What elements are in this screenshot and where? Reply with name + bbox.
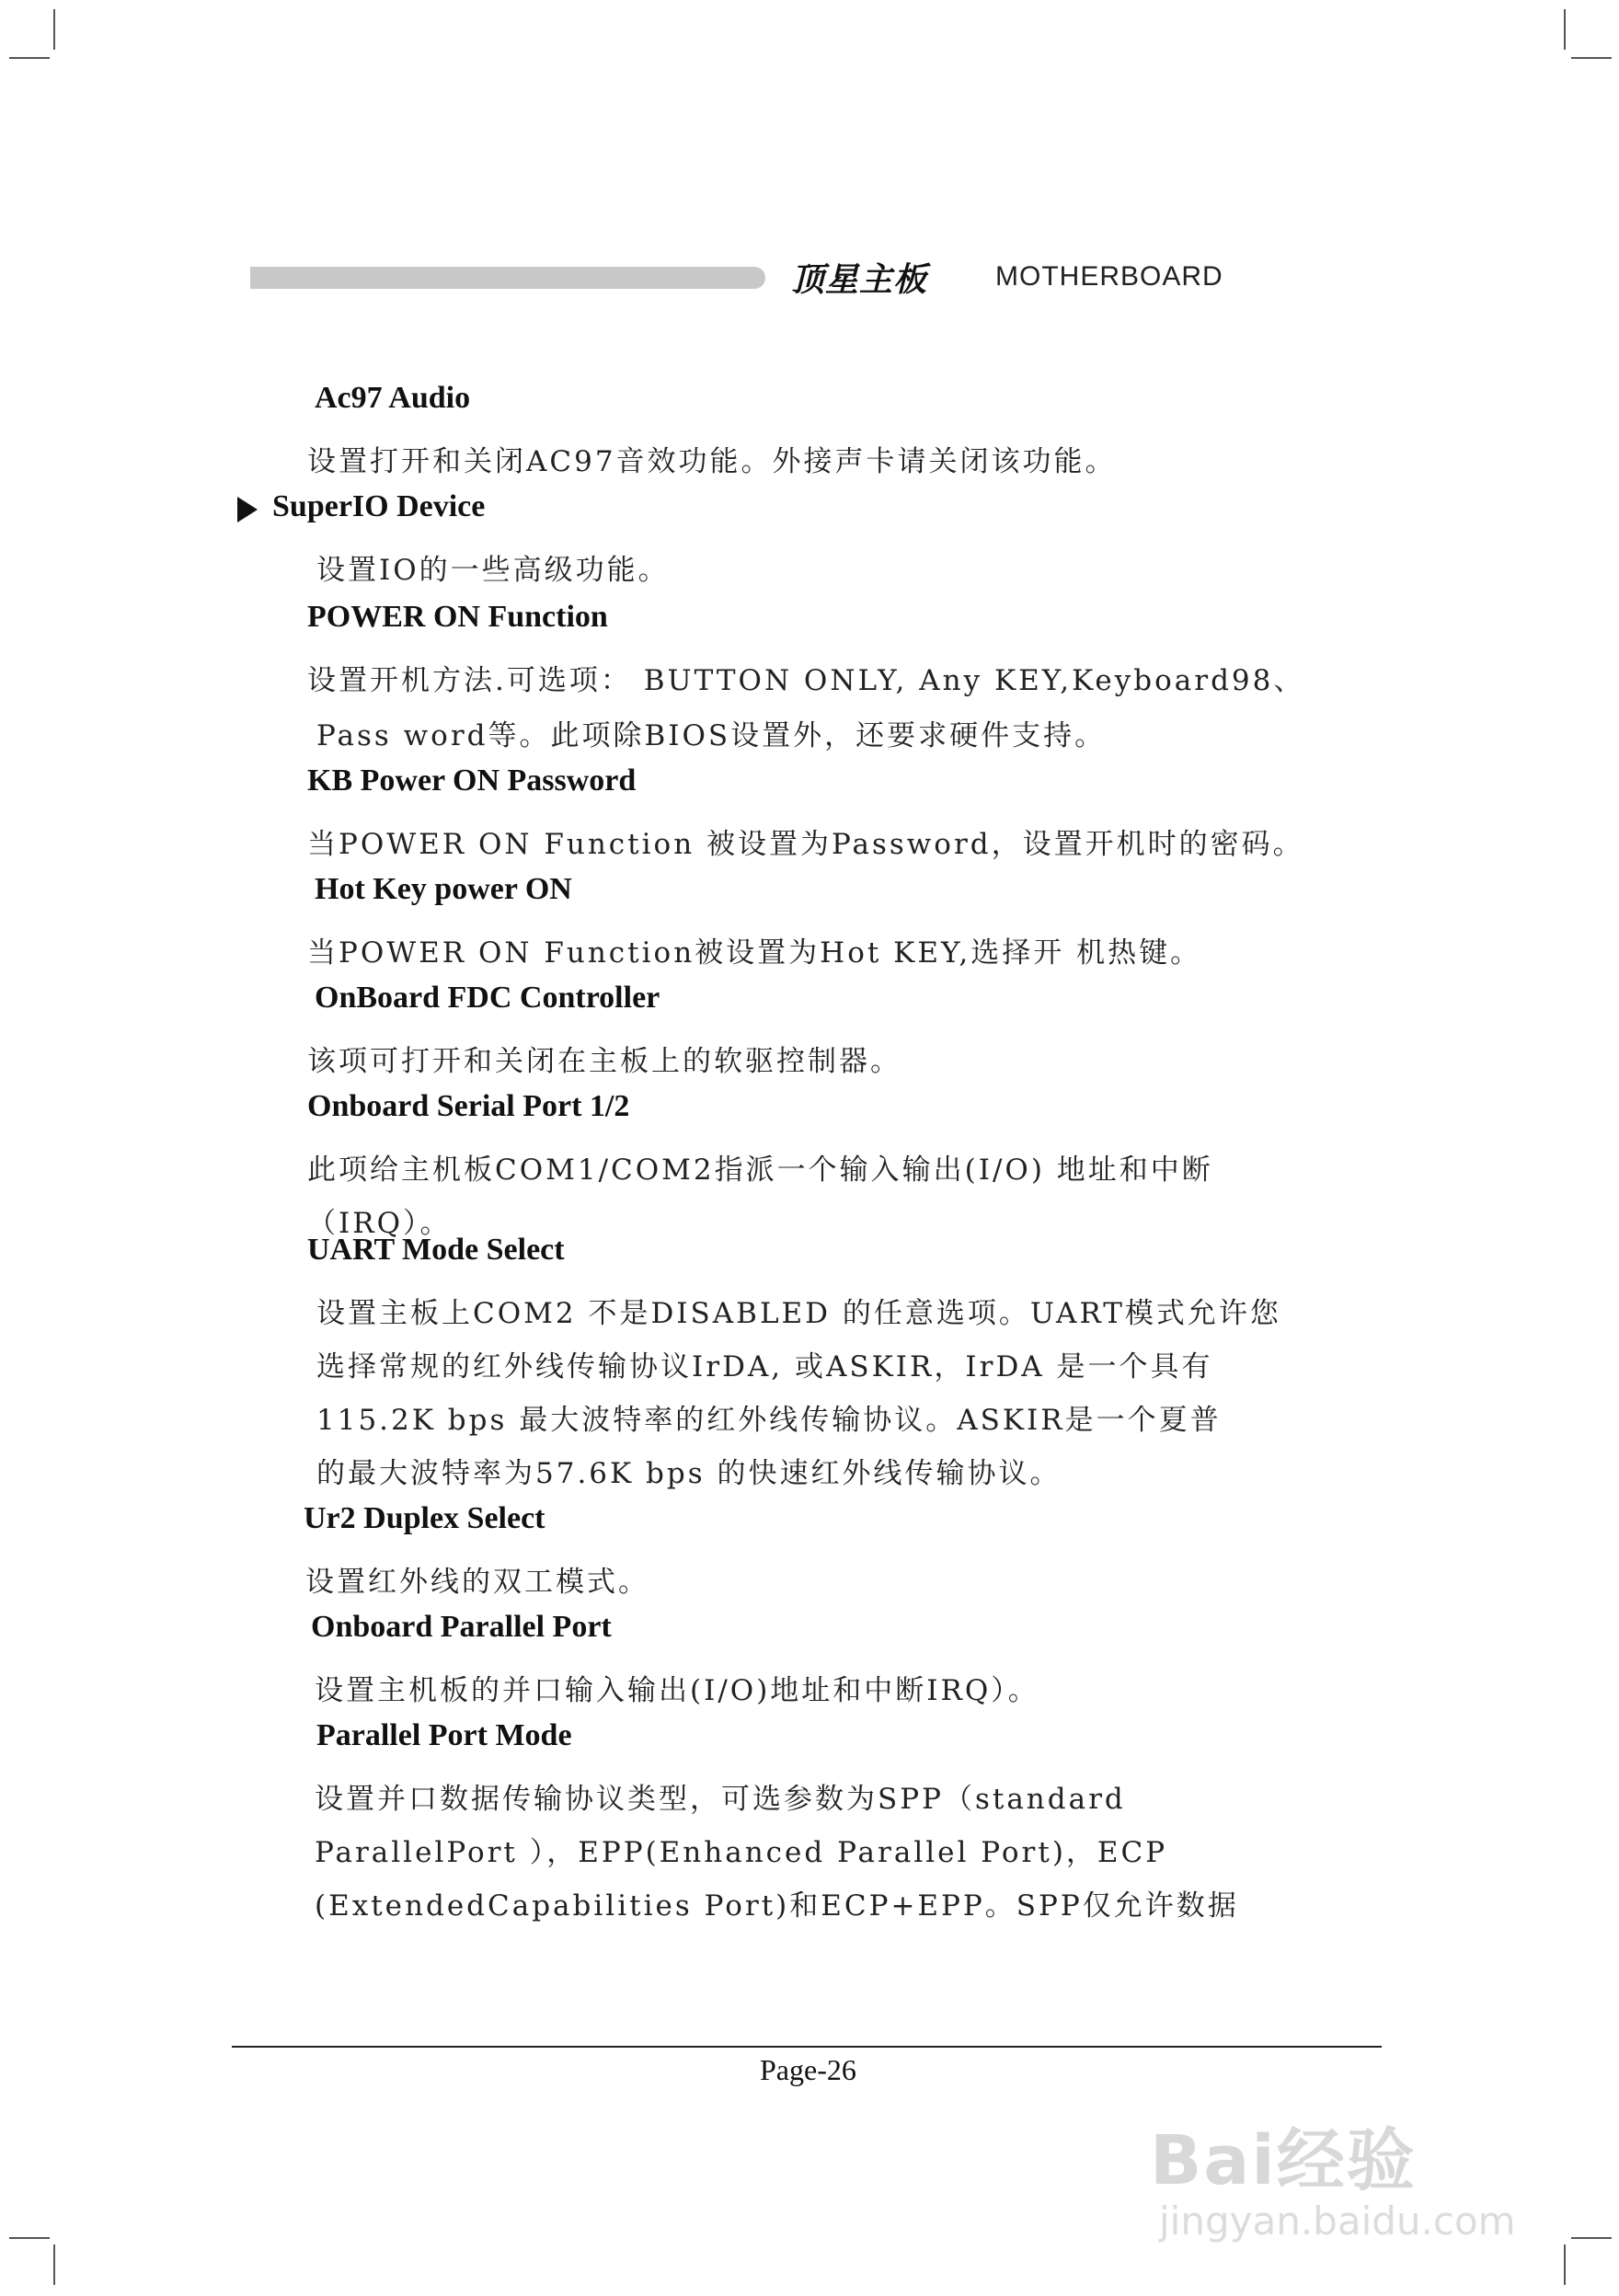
para-hot-key-power-on: 当POWER ON Function被设置为Hot KEY,选择开 机热键。	[307, 936, 1202, 970]
header-subtitle: MOTHERBOARD	[995, 261, 1223, 292]
watermark-url: jingyan.baidu.com	[1159, 2198, 1516, 2244]
crop-mark	[1564, 9, 1566, 50]
para-onboard-serial-port-2: （IRQ）。	[307, 1207, 452, 1240]
para-superio-device: 设置IO的一些高级功能。	[316, 554, 670, 587]
crop-mark	[9, 2237, 50, 2239]
para-onboard-fdc-controller: 该项可打开和关闭在主板上的软驱控制器。	[307, 1045, 901, 1078]
para-kb-power-on-password: 当POWER ON Function 被设置为Password，设置开机时的密码。	[307, 828, 1304, 861]
crop-mark	[1571, 57, 1612, 59]
heading-kb-power-on-password: KB Power ON Password	[307, 763, 637, 798]
header-brand: 顶星主板	[791, 261, 928, 299]
para-uart-mode-select-1: 设置主板上COM2 不是DISABLED 的任意选项。UART模式允许您	[316, 1297, 1281, 1330]
para-ac97-audio: 设置打开和关闭AC97音效功能。外接声卡请关闭该功能。	[307, 445, 1117, 478]
page-number: Page-26	[760, 2053, 856, 2086]
heading-superio-device: SuperIO Device	[272, 489, 486, 523]
heading-hot-key-power-on: Hot Key power ON	[315, 872, 572, 906]
crop-mark	[53, 2244, 55, 2285]
crop-mark	[9, 57, 50, 59]
heading-uart-mode-select: UART Mode Select	[307, 1233, 565, 1267]
heading-onboard-fdc-controller: OnBoard FDC Controller	[315, 981, 660, 1015]
heading-onboard-parallel-port: Onboard Parallel Port	[311, 1610, 612, 1644]
para-onboard-serial-port-1: 此项给主机板COM1/COM2指派一个输入输出(I/O) 地址和中断	[307, 1154, 1213, 1187]
arrow-bullet-icon	[237, 497, 258, 522]
heading-onboard-serial-port: Onboard Serial Port 1/2	[307, 1089, 630, 1123]
crop-mark	[53, 9, 55, 50]
heading-ur2-duplex-select: Ur2 Duplex Select	[304, 1501, 545, 1535]
para-parallel-port-mode-3: (ExtendedCapabilities Port)和ECP+EPP。SPP仅允许数据	[315, 1889, 1239, 1923]
para-parallel-port-mode-2: ParallelPort ），EPP(Enhanced Parallel Port)，ECP	[315, 1836, 1168, 1869]
heading-ac97-audio: Ac97 Audio	[315, 381, 471, 415]
crop-mark	[1571, 2237, 1612, 2239]
heading-power-on-function: POWER ON Function	[307, 600, 608, 634]
para-ur2-duplex-select: 设置红外线的双工模式。	[305, 1566, 649, 1599]
para-uart-mode-select-3: 115.2K bps 最大波特率的红外线传输协议。ASKIR是一个夏普	[316, 1404, 1222, 1437]
para-parallel-port-mode-1: 设置并口数据传输协议类型，可选参数为SPP（standard	[315, 1783, 1126, 1816]
para-uart-mode-select-2: 选择常规的红外线传输协议IrDA, 或ASKIR，IrDA 是一个具有	[316, 1350, 1213, 1383]
watermark-brand: Bai经验	[1150, 2121, 1417, 2200]
footer-rule	[232, 2046, 1382, 2048]
para-power-on-function-2: Pass word等。此项除BIOS设置外，还要求硬件支持。	[316, 719, 1107, 752]
heading-parallel-port-mode: Parallel Port Mode	[316, 1718, 572, 1752]
para-power-on-function-1: 设置开机方法.可选项： BUTTON ONLY, Any KEY,Keyboard98、	[307, 664, 1305, 697]
watermark	[1150, 2061, 1536, 2244]
header-bar	[250, 267, 765, 289]
para-onboard-parallel-port: 设置主机板的并口输入输出(I/O)地址和中断IRQ）。	[315, 1674, 1039, 1707]
para-uart-mode-select-4: 的最大波特率为57.6K bps 的快速红外线传输协议。	[316, 1457, 1062, 1490]
crop-mark	[1564, 2244, 1566, 2285]
